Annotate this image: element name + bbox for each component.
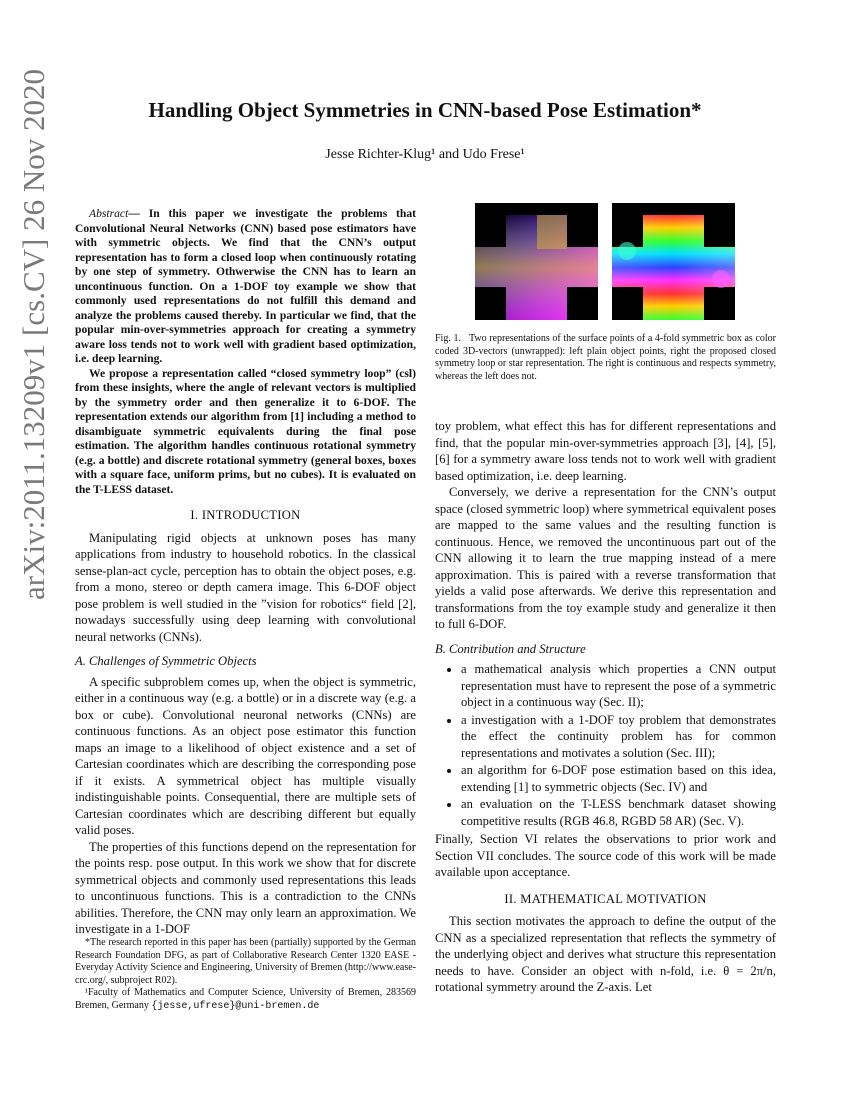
footnotes <box>75 937 416 1013</box>
challenges-paragraph: A specific subproblem comes up, when the object is symmetric, either in a continuous way (e.g. a bottle) or in a discrete way (e.g. a box or cube). Convolutional neuronal networks (CNNs) are continuous functions. As an object pose estimator this function maps an image to a likelihood of object existence and a set of Cartesian coordinates which are describing the corresponding pose if it exists. A symmetrical object has multiple visually indistinguishable points. Consequential, there are multiple sets of Cartesian coordinates which are describing different but equally valid poses. <box>75 674 416 837</box>
conversely-paragraph: Conversely, we derive a representation for the CNN’s output space (closed symmetric loop) where symmetrical equivalent poses are mapped to the same values and the resulting function is continuous. Hence, we removed the uncontinuous part out of the CNN allowing it to learn the true mapping instead of a mere approximation. This is paired with a reverse transformation that yields a valid pose afterwards. We derive this representation and transformations from the toy example study and generalize it then to full 6-DOF. <box>435 485 776 631</box>
figure-1 <box>475 203 765 325</box>
contribution-list <box>435 661 776 829</box>
abstract-paragraph-2: We propose a representation called “closed symmetry loop” (csl) from these insights, where the angle of relevant vectors is multiplied by the symmetry order and then generalize it to 6-DOF. The representation extends our algorithm from [1] including a method to disambiguate symmetric equivalents during the final pose estimation. The algorithm handles continuous rotational symmetry (e.g. a bottle) and discrete rotational symmetry (general boxes, boxes with a square face, uniform prims, but no cubes). It is evaluated on the T-LESS dataset. <box>75 366 416 496</box>
right-column <box>435 418 776 996</box>
subsection-heading-contribution: B. Contribution and Structure <box>435 641 586 656</box>
paper-authors: Jesse Richter-Klug¹ and Udo Frese¹ <box>325 147 525 162</box>
subsection-heading-challenges: A. Challenges of Symmetric Objects <box>75 654 257 668</box>
figure-1-caption: Fig. 1. Two representations of the surface points of a 4-fold symmetric box as color coded 3D-vectors (unwrapped): left plain object points, right the proposed closed symmetry loop or star representation. The right is continuous and respects symmetry, whereas the left does not. <box>435 333 777 382</box>
list-item: • an algorithm for 6-DOF pose estimation based on this idea, extending [1] to symmetric objects (Sec. IV) and <box>461 762 776 795</box>
list-item: • a mathematical analysis which properties a CNN output representation must have to represent the pose of a symmetric object in a continuous way (Sec. II); <box>461 661 776 711</box>
figure-1-images <box>475 203 765 320</box>
list-item: • a investigation with a 1-DOF toy problem that demonstrates the effect the continuity problem has for common representations and motivates a solution (Sec. III); <box>461 712 776 762</box>
section-heading-mathematical-motivation: II. MATHEMATICAL MOTIVATION <box>504 891 707 906</box>
intro-paragraph: Manipulating rigid objects at unknown poses has many applications from industry to household robotics. In the classical sense-plan-act cycle, perception has to obtain the object poses, e.g. from a mono, stereo or depth camera image. This 6-DOF object pose problem is well studied in the ”vision for robotics“ field [2], nowadays successfully using deep learning with convolutional neural networks (CNNs). <box>75 530 416 644</box>
star-singularity-right <box>712 270 730 288</box>
properties-paragraph: The properties of this functions depend on the representation for the points resp. pose output. In this work we show that for discrete symmetrical objects and commonly used representations this leads to uncontinuous functions. This is a contradiction to the CNNs abilities. Therefore, the CNN may only learn an approximation. We investigate in a 1-DOF <box>75 839 416 936</box>
star-singularity-left <box>618 242 636 260</box>
section-heading-introduction: I. INTRODUCTION <box>190 508 301 522</box>
author-email: {jesse,ufrese}@uni-bremen.de <box>151 1000 320 1012</box>
left-column <box>75 207 416 938</box>
paper-title: Handling Object Symmetries in CNN-based Pose Estimation* <box>148 98 702 122</box>
footnote-affiliation: ¹Faculty of Mathematics and Computer Science, University of Bremen, 283569 Bremen, Germany {jesse,ufrese}@uni-bremen.de <box>75 987 416 1012</box>
left-panel-yellow-region <box>537 215 567 249</box>
list-item: • an evaluation on the T-LESS benchmark dataset showing competitive results (RGB 46.8, RGBD 58 AR) (Sec. V). <box>461 796 776 829</box>
abstract-paragraph: Abstract— In this paper we investigate the problems that Convolutional Neural Networks (CNN) based pose estimators have with symmetric objects. We find that the CNN’s output representation has to form a closed loop when continuously rotating by one step of symmetry. Othwerwise the CNN has to learn an uncontinuous function. On a 1-DOF toy example we show that commonly used representations do not fulfill this demand and analyze the problems caused thereby. In particular we find, that the popular min-over-symmetries approach for creating a symmetry aware loss tends not to work well with gradient based optimization, i.e. deep learning. <box>75 207 416 365</box>
motivation-paragraph: This section motivates the approach to define the output of the CNN as a specialized representation that reflects the symmetry of the underlying object and derives what structure this representation needs to have. Consider an object with n-fold, i.e. θ = 2π/n, rotational symmetry around the Z-axis. Let <box>435 914 776 994</box>
toy-problem-paragraph: toy problem, what effect this has for different representations and find, that the popular min-over-symmetries approach [3], [4], [5], [6] for a symmetry aware loss tends not to work well with gradient based optimization, i.e. deep learning. <box>435 419 776 483</box>
structure-paragraph: Finally, Section VI relates the observations to prior work and Section VII concludes. The source code of this work will be made available upon acceptance. <box>435 832 776 879</box>
footnote-funding: *The research reported in this paper has been (partially) supported by the German Research Foundation DFG, as part of Collaborative Research Center 1320 EASE - Everyday Activity Science and Engineering, University of Bremen (http://www.ease-crc.org/, subproject R02). <box>75 937 416 986</box>
